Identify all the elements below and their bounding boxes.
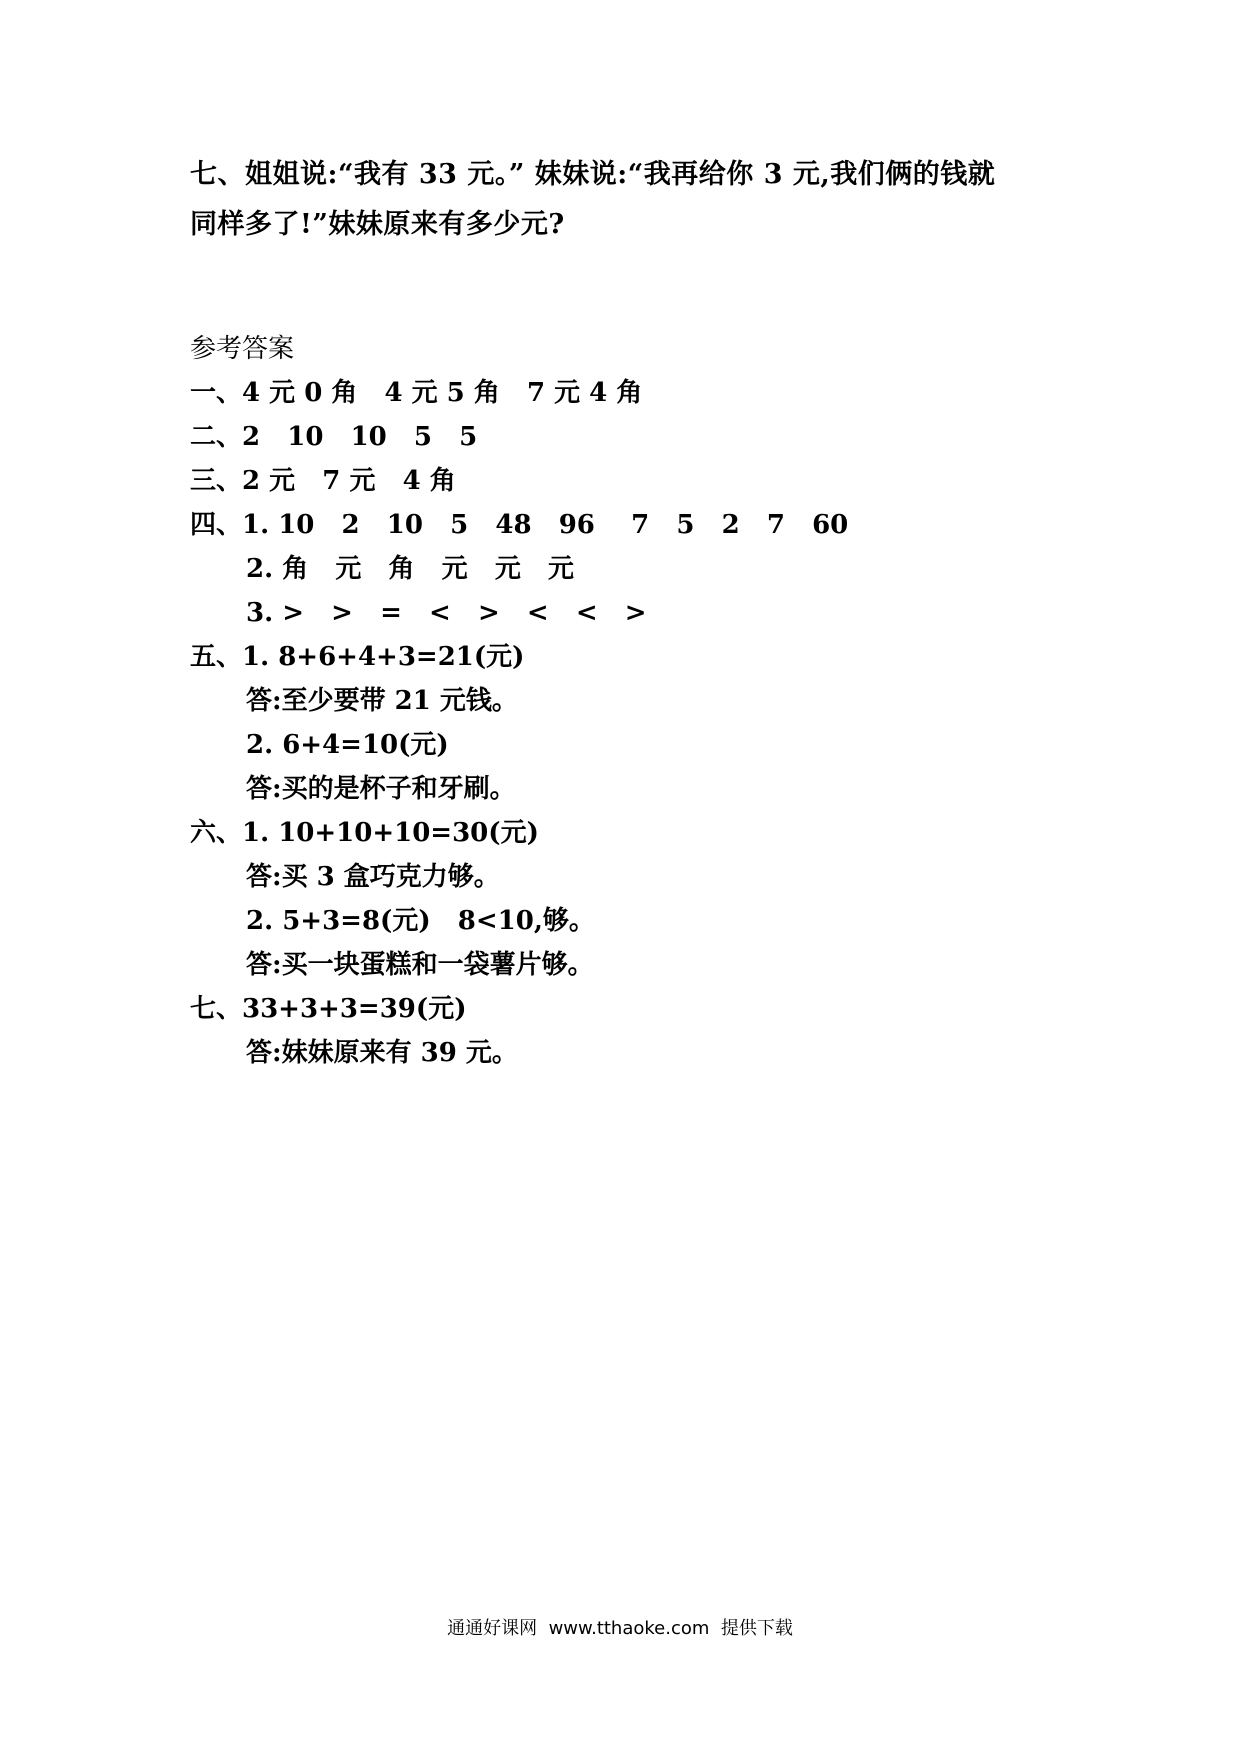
question-line-2: 同样多了!”妹妹原来有多少元? xyxy=(190,209,565,240)
question-line-1: 七、姐姐说:“我有 33 元。” 妹妹说:“我再给你 3 元,我们俩的钱就 xyxy=(190,159,996,190)
answer-line-5-1-reply: 答:至少要带 21 元钱。 xyxy=(246,686,518,716)
question-seven xyxy=(190,150,1070,250)
answer-line-4-1: 四、1. 10 2 10 5 48 96 7 5 2 7 60 xyxy=(190,510,849,540)
answer-line-1: 一、4 元 0 角 4 元 5 角 7 元 4 角 xyxy=(190,378,643,408)
answer-line-5-2: 2. 6+4=10(元) xyxy=(246,730,449,760)
answer-line-5-1: 五、1. 8+6+4+3=21(元) xyxy=(190,642,525,672)
answer-line-7-reply: 答:妹妹原来有 39 元。 xyxy=(246,1038,518,1068)
answer-line-4-3: 3. > > = < > < < > xyxy=(246,598,647,628)
answer-line-6-1-reply: 答:买 3 盒巧克力够。 xyxy=(246,862,500,892)
answer-key xyxy=(190,327,1070,1075)
footer-credit: 通通好课网 www.tthaoke.com 提供下载 xyxy=(447,1618,793,1639)
answer-line-7: 七、33+3+3=39(元) xyxy=(190,994,467,1024)
answer-line-2: 二、2 10 10 5 5 xyxy=(190,422,478,452)
answer-line-6-2-reply: 答:买一块蛋糕和一袋薯片够。 xyxy=(246,950,594,980)
answer-line-6-1: 六、1. 10+10+10=30(元) xyxy=(190,818,539,848)
answer-line-4-2: 2. 角 元 角 元 元 元 xyxy=(246,554,574,584)
answer-line-5-2-reply: 答:买的是杯子和牙刷。 xyxy=(246,774,516,804)
answer-key-title: 参考答案 xyxy=(190,334,295,364)
answer-line-3: 三、2 元 7 元 4 角 xyxy=(190,466,456,496)
answer-line-6-2: 2. 5+3=8(元) 8<10,够。 xyxy=(246,906,595,936)
